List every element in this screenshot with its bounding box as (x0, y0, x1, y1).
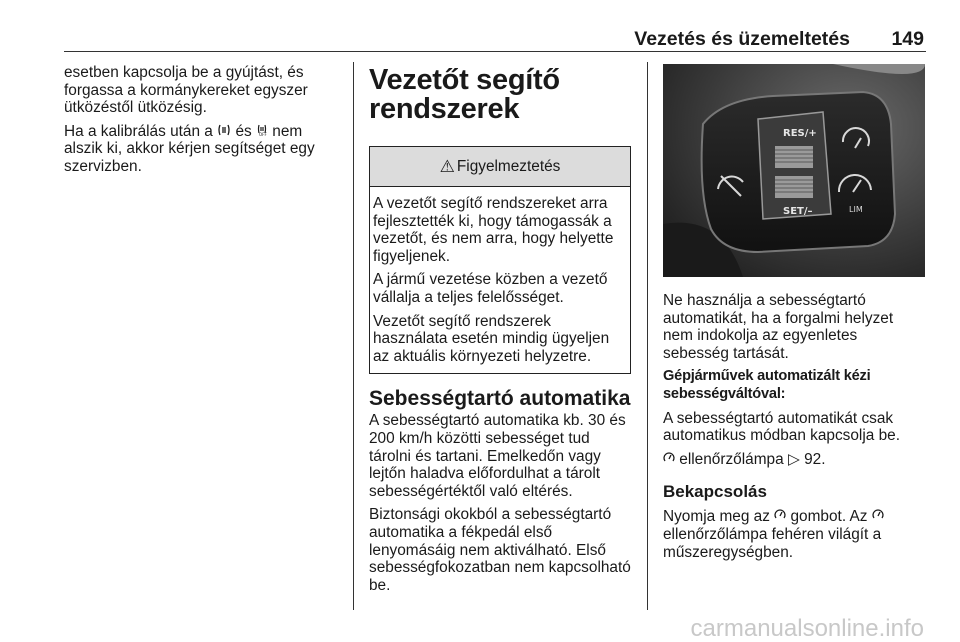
warning-triangle-icon: ⚠ (439, 156, 455, 176)
column-divider (353, 62, 354, 610)
page-reference-icon: ▷ (787, 450, 800, 468)
set-label: SET/– (783, 206, 813, 217)
warning-paragraph: Vezetőt segítő rendszerek használata esetén mindig ügyeljen az aktuális környezeti helyzetre. (373, 312, 610, 365)
lim-label: LIM (849, 205, 863, 214)
svg-text:OFF: OFF (258, 131, 267, 136)
paragraph: ellenőrzőlámpa ▷ 92. (663, 451, 925, 469)
cruise-control-icon (872, 508, 884, 526)
paragraph: Ha a kalibrálás után a és OFF nem alszik ki, akkor kérjen segítséget egy szervizben. (64, 122, 315, 175)
column-right (663, 64, 925, 567)
page-header (64, 28, 926, 52)
column-left (64, 64, 344, 182)
chapter-heading: Vezetőt segítő rendszerek (369, 64, 560, 125)
column-divider (647, 62, 648, 610)
section-heading: Sebességtartó automatika (369, 387, 631, 411)
res-label: RES/+ (783, 128, 817, 139)
warning-body (370, 187, 630, 373)
paragraph: Ne használja a sebességtartó automatikát, ha a forgalmi helyzet nem indokolja az egyenletes sebesség tartását. (663, 292, 894, 362)
watermark: carmanualsonline.info (690, 615, 924, 642)
traction-control-icon (217, 123, 231, 141)
paragraph: A sebességtartó automatika kb. 30 és 200 km/h közötti sebességet tud tárolni és tartani. Emelkedőn vagy lejtőn haladva előfordulhat a tárolt sebességértéktől való eltérés. (369, 412, 626, 500)
esc-off-icon (256, 123, 268, 141)
section-heading: Bekapcsolás (663, 482, 767, 502)
paragraph: A sebességtartó automatikát csak automatikus módban kapcsolja be. (663, 409, 900, 445)
page-number: 149 (891, 28, 924, 50)
cruise-control-icon (663, 451, 675, 469)
bold-subheading: Gépjárművek automatizált kézi sebességváltóval: (663, 368, 871, 402)
paragraph: Biztonsági okokból a sebességtartó automatika a fékpedál első lenyomásáig nem aktiválható. Első sebességfokozatban nem kapcsolható be. (369, 506, 631, 594)
warning-title: Figyelmeztetés (456, 157, 561, 175)
steering-wheel-controls-photo (663, 64, 925, 277)
paragraph: esetben kapcsolja be a gyújtást, és forgassa a kormánykereket egyszer ütközéstől ütközésig. (64, 64, 308, 117)
cruise-control-icon (774, 508, 786, 526)
warning-box (369, 146, 631, 374)
warning-paragraph: A jármű vezetése közben a vezető vállalja a teljes felelősséget. (373, 271, 608, 306)
paragraph: Nyomja meg az gombot. Az ellenőrzőlámpa fehéren világít a műszeregységben. (663, 508, 925, 561)
section-title: Vezetés és üzemeltetés (634, 28, 850, 50)
warning-paragraph: A vezetőt segítő rendszereket arra fejlesztették ki, hogy támogassák a vezetőt, és nem arra, hogy helyette figyeljenek. (373, 195, 614, 265)
page-reference[interactable]: 92. (804, 450, 826, 468)
column-middle (369, 66, 633, 600)
warning-header (370, 147, 630, 187)
